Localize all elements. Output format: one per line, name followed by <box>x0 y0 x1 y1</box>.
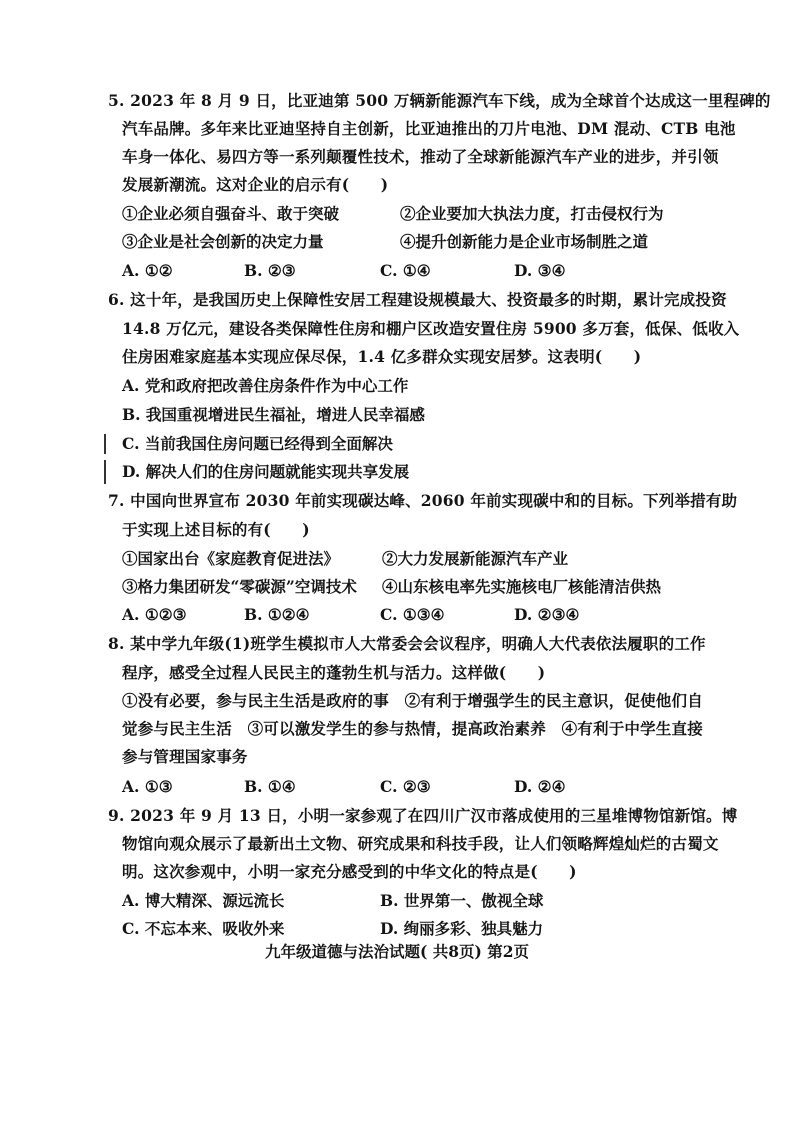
q8-choice-a: A. ①③ <box>122 777 173 796</box>
q8-choice-d: D. ②④ <box>514 777 566 796</box>
q7-statement-2: ②大力发展新能源汽车产业 <box>382 549 569 568</box>
q8-line-2: 程序，感受全过程人民民主的蓬勃生机与活力。这样做( ) <box>122 663 546 682</box>
q7-line-2: 于实现上述目标的有( ) <box>122 520 310 539</box>
q9-choice-c: C. 不忘本来、吸收外来 <box>122 919 285 938</box>
q5-statement-3: ③企业是社会创新的决定力量 <box>122 232 324 251</box>
q8-line-3: ①没有必要，参与民主生活是政府的事 ②有利于增强学生的民主意识，促使他们自 <box>122 691 703 710</box>
q7-statement-3: ③格力集团研发“零碳源”空调技术 <box>122 577 357 596</box>
q5-line-1: 5. 2023 年 8 月 9 日，比亚迪第 500 万辆新能源汽车下线，成为全球首个达成这一里程碑的 <box>108 91 771 110</box>
q7-choice-b: B. ①②④ <box>244 605 310 624</box>
q8-line-5: 参与管理国家事务 <box>122 747 248 766</box>
q8-line-4: 觉参与民主生活 ③可以激发学生的参与热情，提高政治素养 ④有利于中学生直接 <box>122 719 703 738</box>
q5-statement-2: ②企业要加大执法力度，打击侵权行为 <box>400 204 664 223</box>
q7-line-1: 7. 中国向世界宣布 2030 年前实现碳达峰、2060 年前实现碳中和的目标。下列举措有助 <box>108 491 738 510</box>
q9-choice-d: D. 绚丽多彩、独具魅力 <box>380 919 544 938</box>
page-footer: 九年级道德与法治试题( 共8页) 第2页 <box>264 942 530 961</box>
scan-mark <box>104 460 106 484</box>
q5-choice-c: C. ①④ <box>380 261 431 280</box>
q5-line-4: 发展新潮流。这对企业的启示有( ) <box>122 175 389 194</box>
q5-choice-d: D. ③④ <box>514 261 566 280</box>
q6-choice-a: A. 党和政府把改善住房条件作为中心工作 <box>122 376 409 395</box>
q6-choice-c: C. 当前我国住房问题已经得到全面解决 <box>122 434 393 453</box>
q6-line-1: 6. 这十年，是我国历史上保障性安居工程建设规模最大、投资最多的时期，累计完成投资 <box>108 290 727 309</box>
q7-choice-d: D. ②③④ <box>514 605 580 624</box>
q9-choice-a: A. 博大精深、源远流长 <box>122 891 285 910</box>
q5-choice-a: A. ①② <box>122 261 173 280</box>
q7-statement-1: ①国家出台《家庭教育促进法》 <box>122 549 340 568</box>
q6-line-3: 住房困难家庭基本实现应保尽保，1.4 亿多群众实现安居梦。这表明( ) <box>122 347 642 366</box>
q5-choice-b: B. ②③ <box>244 261 296 280</box>
q6-choice-d: D. 解决人们的住房问题就能实现共享发展 <box>122 462 410 481</box>
q5-statement-1: ①企业必须自强奋斗、敢于突破 <box>122 204 340 223</box>
q7-choice-c: C. ①③④ <box>380 605 445 624</box>
q9-choice-b: B. 世界第一、傲视全球 <box>380 891 544 910</box>
q6-choice-b: B. 我国重视增进民生福祉，增进人民幸福感 <box>122 405 425 424</box>
q8-line-1: 8. 某中学九年级(1)班学生模拟市人大常委会会议程序，明确人大代表依法履职的工作 <box>108 634 706 653</box>
q8-choice-c: C. ②③ <box>380 777 431 796</box>
q7-statement-4: ④山东核电率先实施核电厂核能清洁供热 <box>382 577 662 596</box>
q9-line-2: 物馆向观众展示了最新出土文物、研究成果和科技手段，让人们领略辉煌灿烂的古蜀文 <box>122 834 719 853</box>
q9-line-1: 9. 2023 年 9 月 13 日，小明一家参观了在四川广汉市落成使用的三星堆博物馆新馆。博 <box>108 806 738 825</box>
scan-mark <box>104 434 106 454</box>
q8-choice-b: B. ①④ <box>244 777 296 796</box>
q5-statement-4: ④提升创新能力是企业市场制胜之道 <box>400 232 649 251</box>
q5-line-3: 车身一体化、易四方等一系列颠覆性技术，推动了全球新能源汽车产业的进步，并引领 <box>122 147 719 166</box>
q5-line-2: 汽车品牌。多年来比亚迪坚持自主创新，比亚迪推出的刀片电池、DM 混动、CTB 电池 <box>122 119 736 138</box>
q7-choice-a: A. ①②③ <box>122 605 187 624</box>
q6-line-2: 14.8 万亿元，建设各类保障性住房和棚户区改造安置住房 5900 多万套，低保、低收入 <box>122 319 740 338</box>
q9-line-3: 明。这次参观中，小明一家充分感受到的中华文化的特点是( ) <box>122 862 577 881</box>
